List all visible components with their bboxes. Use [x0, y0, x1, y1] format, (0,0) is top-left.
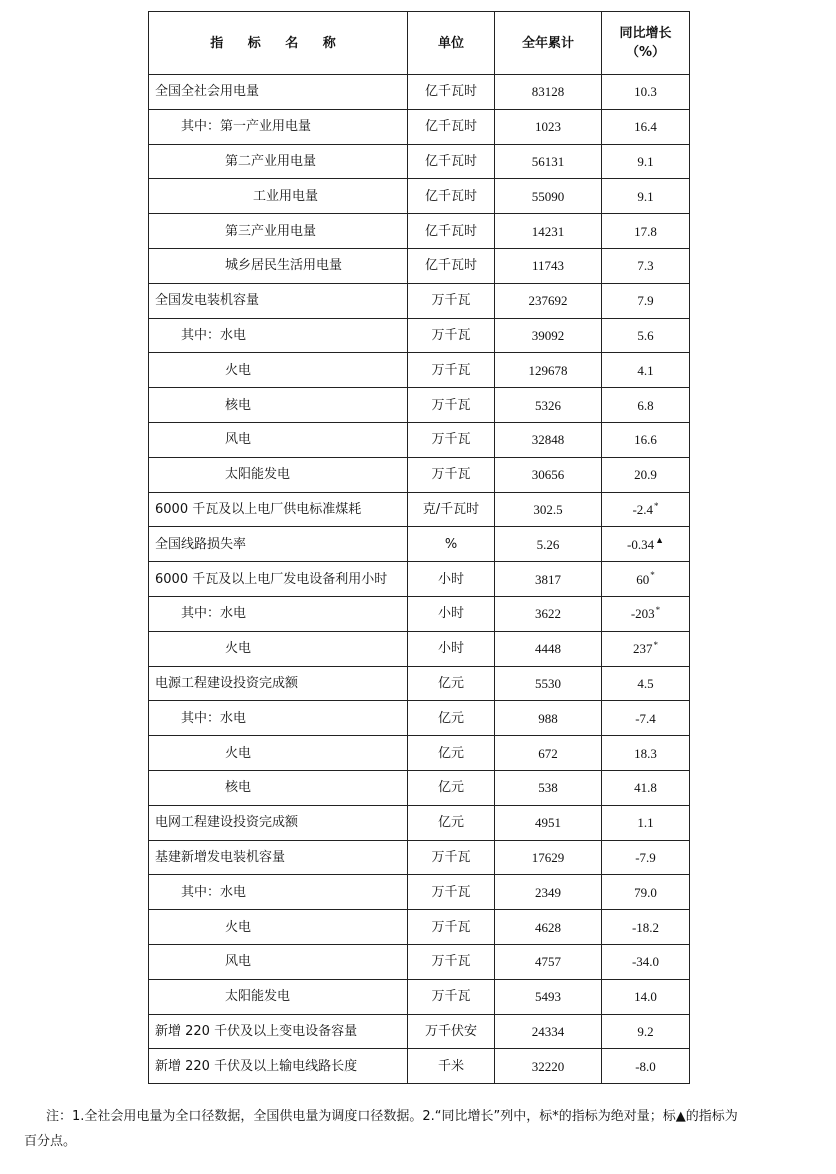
indicator-name: 第二产业用电量 — [149, 144, 408, 179]
table-row — [149, 1049, 690, 1084]
indicator-name: 基建新增发电装机容量 — [149, 840, 408, 875]
indicator-name: 核电 — [149, 388, 408, 423]
table-row — [149, 805, 690, 840]
annual-total-cell: 56131 — [495, 144, 602, 179]
table-row — [149, 248, 690, 283]
unit-cell: 万千瓦 — [408, 840, 495, 875]
annual-total-cell: 30656 — [495, 457, 602, 492]
yoy-growth-cell — [602, 701, 690, 736]
indicator-name: 其中：水电 — [149, 701, 408, 736]
annual-total-cell: 55090 — [495, 179, 602, 214]
electricity-statistics-table — [148, 11, 690, 1084]
unit-cell: 小时 — [408, 631, 495, 666]
annual-total-cell: 4951 — [495, 805, 602, 840]
table-row — [149, 701, 690, 736]
indicator-name: 风电 — [149, 944, 408, 979]
yoy-growth-cell — [602, 596, 690, 631]
growth-value: -18.2 — [631, 919, 660, 935]
unit-cell: 小时 — [408, 562, 495, 597]
growth-value: 16.4 — [634, 119, 657, 135]
annual-total-cell: 302.5 — [495, 492, 602, 527]
indicator-name: 工业用电量 — [149, 179, 408, 214]
yoy-growth-cell — [602, 214, 690, 249]
unit-cell: 亿元 — [408, 736, 495, 771]
yoy-growth-cell — [602, 353, 690, 388]
growth-value: 17.8 — [634, 223, 657, 239]
table-row — [149, 562, 690, 597]
indicator-name: 其中：水电 — [149, 875, 408, 910]
yoy-growth-cell — [602, 75, 690, 110]
indicator-name: 电源工程建设投资完成额 — [149, 666, 408, 701]
indicator-name: 风电 — [149, 422, 408, 457]
yoy-growth-cell — [602, 805, 690, 840]
yoy-growth-cell — [602, 457, 690, 492]
indicator-name: 太阳能发电 — [149, 457, 408, 492]
annual-total-cell: 32220 — [495, 1049, 602, 1084]
indicator-name: 火电 — [149, 353, 408, 388]
indicator-name: 核电 — [149, 770, 408, 805]
growth-value: 18.3 — [634, 745, 657, 761]
indicator-name: 火电 — [149, 910, 408, 945]
annual-total-cell: 1023 — [495, 109, 602, 144]
growth-value: 41.8 — [634, 780, 657, 796]
indicator-name: 全国线路损失率 — [149, 527, 408, 562]
annual-total-cell: 988 — [495, 701, 602, 736]
header-annual-total: 全年累计 — [495, 12, 602, 75]
indicator-name: 火电 — [149, 736, 408, 771]
yoy-growth-cell — [602, 318, 690, 353]
unit-cell: 亿千瓦时 — [408, 214, 495, 249]
indicator-name: 电网工程建设投资完成额 — [149, 805, 408, 840]
unit-cell: 万千瓦 — [408, 457, 495, 492]
table-row — [149, 944, 690, 979]
yoy-growth-cell — [602, 422, 690, 457]
growth-value: 79.0 — [634, 884, 657, 900]
unit-cell: 亿元 — [408, 701, 495, 736]
header-indicator-name: 指 标 名 称 — [149, 12, 408, 75]
table-row — [149, 179, 690, 214]
unit-cell: 万千瓦 — [408, 283, 495, 318]
annual-total-cell: 5.26 — [495, 527, 602, 562]
annual-total-cell: 4757 — [495, 944, 602, 979]
annual-total-cell: 32848 — [495, 422, 602, 457]
footnote-line-2: 百分点。 — [24, 1134, 77, 1149]
growth-value: -8.0 — [635, 1058, 656, 1074]
table-body — [149, 75, 690, 1084]
table-row — [149, 527, 690, 562]
indicator-name: 新增 220 千伏及以上变电设备容量 — [149, 1014, 408, 1049]
table-row — [149, 214, 690, 249]
yoy-growth-cell — [602, 1014, 690, 1049]
unit-cell: 万千瓦 — [408, 353, 495, 388]
growth-marker: * — [655, 605, 661, 616]
yoy-growth-cell — [602, 910, 690, 945]
header-yoy-growth: 同比增长 （%） — [602, 12, 690, 75]
table-row — [149, 422, 690, 457]
growth-value: 237 — [633, 641, 653, 657]
unit-cell: 万千瓦 — [408, 875, 495, 910]
annual-total-cell: 4628 — [495, 910, 602, 945]
table-row — [149, 631, 690, 666]
unit-cell: 亿千瓦时 — [408, 179, 495, 214]
annual-total-cell: 5530 — [495, 666, 602, 701]
indicator-name: 全国发电装机容量 — [149, 283, 408, 318]
yoy-growth-cell — [602, 248, 690, 283]
table-row — [149, 1014, 690, 1049]
growth-value: 9.2 — [637, 1023, 654, 1039]
annual-total-cell: 24334 — [495, 1014, 602, 1049]
table-header-row — [149, 12, 690, 75]
header-unit: 单位 — [408, 12, 495, 75]
yoy-growth-cell — [602, 179, 690, 214]
growth-value: 16.6 — [634, 432, 657, 448]
indicator-name: 其中：水电 — [149, 318, 408, 353]
growth-value: 4.5 — [637, 675, 654, 691]
indicator-name: 城乡居民生活用电量 — [149, 248, 408, 283]
unit-cell: 万千瓦 — [408, 388, 495, 423]
yoy-growth-cell — [602, 283, 690, 318]
yoy-growth-cell — [602, 144, 690, 179]
annual-total-cell: 672 — [495, 736, 602, 771]
yoy-growth-cell — [602, 527, 690, 562]
indicator-name: 6000 千瓦及以上电厂供电标准煤耗 — [149, 492, 408, 527]
indicator-name: 其中：水电 — [149, 596, 408, 631]
growth-value: 7.3 — [637, 258, 654, 274]
table-row — [149, 353, 690, 388]
table-row — [149, 144, 690, 179]
annual-total-cell: 3817 — [495, 562, 602, 597]
growth-value: 1.1 — [637, 815, 654, 831]
indicator-name: 火电 — [149, 631, 408, 666]
annual-total-cell: 39092 — [495, 318, 602, 353]
growth-value: 6.8 — [637, 397, 654, 413]
indicator-name: 新增 220 千伏及以上输电线路长度 — [149, 1049, 408, 1084]
annual-total-cell: 538 — [495, 770, 602, 805]
unit-cell: 亿千瓦时 — [408, 75, 495, 110]
growth-value: -34.0 — [631, 954, 660, 970]
growth-value: -7.9 — [635, 849, 656, 865]
unit-cell: % — [408, 527, 495, 562]
unit-cell: 亿元 — [408, 666, 495, 701]
table-row — [149, 979, 690, 1014]
yoy-growth-cell — [602, 770, 690, 805]
indicator-name: 其中：第一产业用电量 — [149, 109, 408, 144]
table-row — [149, 388, 690, 423]
table-row — [149, 770, 690, 805]
yoy-growth-cell — [602, 631, 690, 666]
yoy-growth-cell — [602, 109, 690, 144]
table-row — [149, 75, 690, 110]
table-row — [149, 283, 690, 318]
growth-marker: * — [653, 639, 658, 650]
unit-cell: 万千瓦 — [408, 944, 495, 979]
annual-total-cell: 5493 — [495, 979, 602, 1014]
yoy-growth-cell — [602, 944, 690, 979]
table-row — [149, 109, 690, 144]
table-row — [149, 910, 690, 945]
table-row — [149, 596, 690, 631]
unit-cell: 亿千瓦时 — [408, 248, 495, 283]
unit-cell: 亿千瓦时 — [408, 144, 495, 179]
growth-marker: ▲ — [655, 535, 664, 546]
indicator-name: 第三产业用电量 — [149, 214, 408, 249]
growth-value: -7.4 — [635, 710, 656, 726]
annual-total-cell: 17629 — [495, 840, 602, 875]
growth-value: 20.9 — [634, 467, 657, 483]
indicator-name: 太阳能发电 — [149, 979, 408, 1014]
table-row — [149, 457, 690, 492]
growth-value: 9.1 — [637, 153, 654, 169]
annual-total-cell: 3622 — [495, 596, 602, 631]
yoy-growth-cell — [602, 979, 690, 1014]
footnote-line-1: 注：1.全社会用电量为全口径数据，全国供电量为调度口径数据。2.“同比增长”列中，标*的指标为绝对量；标▲的指标为 — [46, 1109, 738, 1124]
growth-marker: * — [650, 570, 655, 581]
table-row — [149, 736, 690, 771]
annual-total-cell: 5326 — [495, 388, 602, 423]
growth-value: -203 — [630, 606, 655, 622]
annual-total-cell: 83128 — [495, 75, 602, 110]
yoy-growth-cell — [602, 492, 690, 527]
unit-cell: 万千瓦 — [408, 910, 495, 945]
unit-cell: 亿元 — [408, 770, 495, 805]
table-row — [149, 840, 690, 875]
indicator-name: 全国全社会用电量 — [149, 75, 408, 110]
table-row — [149, 875, 690, 910]
yoy-growth-cell — [602, 736, 690, 771]
growth-value: 9.1 — [637, 188, 654, 204]
annual-total-cell: 237692 — [495, 283, 602, 318]
unit-cell: 克/千瓦时 — [408, 492, 495, 527]
growth-value: -0.34 — [626, 536, 655, 552]
yoy-growth-cell — [602, 1049, 690, 1084]
indicator-name: 6000 千瓦及以上电厂发电设备利用小时 — [149, 562, 408, 597]
yoy-growth-cell — [602, 666, 690, 701]
yoy-growth-cell — [602, 388, 690, 423]
yoy-growth-cell — [602, 562, 690, 597]
growth-value: 10.3 — [634, 84, 657, 100]
growth-value: -2.4 — [632, 501, 654, 517]
growth-value: 7.9 — [637, 293, 654, 309]
annual-total-cell: 11743 — [495, 248, 602, 283]
annual-total-cell: 129678 — [495, 353, 602, 388]
footnote — [24, 1104, 816, 1154]
unit-cell: 亿千瓦时 — [408, 109, 495, 144]
annual-total-cell: 4448 — [495, 631, 602, 666]
unit-cell: 万千瓦 — [408, 979, 495, 1014]
growth-value: 14.0 — [634, 989, 657, 1005]
unit-cell: 千米 — [408, 1049, 495, 1084]
unit-cell: 小时 — [408, 596, 495, 631]
annual-total-cell: 14231 — [495, 214, 602, 249]
growth-value: 4.1 — [637, 362, 654, 378]
table-row — [149, 492, 690, 527]
unit-cell: 亿元 — [408, 805, 495, 840]
table-row — [149, 318, 690, 353]
annual-total-cell: 2349 — [495, 875, 602, 910]
growth-value: 5.6 — [637, 327, 654, 343]
growth-value: 60 — [636, 571, 650, 587]
yoy-growth-cell — [602, 840, 690, 875]
unit-cell: 万千瓦 — [408, 422, 495, 457]
unit-cell: 万千伏安 — [408, 1014, 495, 1049]
unit-cell: 万千瓦 — [408, 318, 495, 353]
table-row — [149, 666, 690, 701]
yoy-growth-cell — [602, 875, 690, 910]
growth-marker: * — [654, 500, 659, 511]
